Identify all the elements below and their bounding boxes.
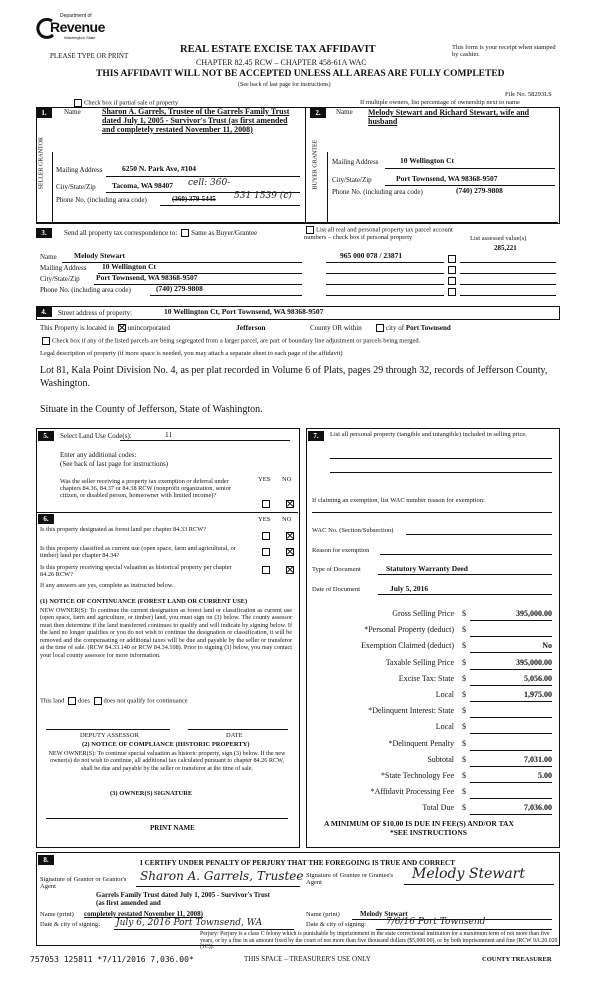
assessed-value[interactable]: 285,221	[494, 244, 517, 252]
q-exempt-yes-label: YES	[258, 476, 271, 483]
certify-statement: I CERTIFY UNDER PENALTY OF PERJURY THAT THE FOREGOING IS TRUE AND CORRECT	[140, 859, 455, 867]
buyer-phone[interactable]: (740) 279-9808	[456, 186, 503, 195]
does-label: does	[78, 697, 90, 705]
tax-row-label: *State Technology Fee	[380, 771, 454, 780]
current-use-question: Is this property classified as current use (open space, farm and agricultural, or timber) land per chapter 84.34?	[40, 545, 236, 560]
grantor-trust: Garrels Family Trust dated July 1, 2005 - Survivor's Trust (as first amended and	[96, 891, 270, 908]
doc-type[interactable]: Statutory Warranty Deed	[386, 564, 468, 573]
notice-continuance-title: (1) NOTICE OF CONTINUANCE (FOREST LAND OR CURRENT USE)	[40, 598, 248, 605]
section-5-number: 5.	[38, 431, 54, 441]
tax-city-label: City/State/Zip	[40, 275, 80, 283]
seller-city[interactable]: Tacoma, WA 98407	[112, 181, 174, 190]
tax-row-currency: $	[462, 771, 466, 780]
deputy-assessor-label: DEPUTY ASSESSOR	[80, 732, 139, 739]
buyer-phone-label: Phone No. (including area code)	[332, 188, 423, 196]
tax-row-currency: $	[462, 787, 466, 797]
county-or-label: County OR within	[310, 324, 362, 332]
street-label: Street address of property:	[58, 309, 133, 317]
tax-row-rule	[470, 750, 552, 751]
additional-see-back: (See back of last page for instructions)	[60, 460, 169, 468]
buyer-name-label: Name	[336, 108, 353, 116]
tax-row-rule	[470, 798, 552, 799]
section-3-number: 3.	[36, 228, 52, 238]
doc-type-label: Type of Document	[312, 566, 361, 573]
qualify-line	[40, 697, 188, 705]
list-all-checkbox[interactable]	[306, 226, 314, 234]
tax-row-currency: $	[462, 803, 466, 813]
seller-phone-new: 531 1539 (c)	[234, 191, 292, 201]
tax-row-currency: $	[462, 657, 466, 667]
seller-side-label: SELLER GRANTOR	[38, 137, 45, 190]
current-use-no-checkbox[interactable]	[286, 548, 294, 556]
grantee-date[interactable]: 7/6/16 Port Townsend	[386, 917, 486, 927]
personal-property-checkbox-1[interactable]	[448, 255, 456, 263]
tax-row-value[interactable]: 5.00	[538, 771, 552, 780]
forest-yes-checkbox[interactable]	[262, 532, 270, 540]
tax-row-currency: $	[462, 609, 466, 618]
tax-phone-label: Phone No. (including area code)	[40, 286, 131, 294]
buyer-name[interactable]: Melody Stewart and Richard Stewart, wife and husband	[368, 108, 530, 127]
tax-row-value[interactable]: No	[542, 641, 552, 651]
tax-row-rule	[470, 782, 552, 783]
tax-row-rule	[470, 652, 552, 653]
tax-row-label: Local	[435, 690, 454, 699]
seller-phone-label: Phone No. (including area code)	[56, 196, 147, 204]
doc-date[interactable]: July 5, 2016	[390, 584, 429, 593]
historic-question: Is this property receiving special valuation as historical property per chapter 84.26 RCW?	[40, 564, 232, 579]
section-1-number: 1.	[36, 108, 52, 118]
print-name-label: PRINT NAME	[150, 824, 195, 832]
send-correspondence	[64, 229, 257, 237]
tax-mail-label: Mailing Address	[40, 264, 87, 272]
personal-property-checkbox-3[interactable]	[448, 277, 456, 285]
list-parcels-label	[304, 226, 464, 241]
exemption-reason-label: If claiming an exemption, list WAC number reason for exemption:	[312, 497, 485, 504]
unincorporated-checkbox[interactable]	[118, 324, 126, 332]
tax-row-rule	[470, 669, 552, 670]
grantor-name[interactable]: completely restated November 11, 2008)	[84, 910, 203, 918]
warning: THIS AFFIDAVIT WILL NOT BE ACCEPTED UNLESS ALL AREAS ARE FULLY COMPLETED	[96, 69, 505, 79]
reason-label: Reason for exemption	[312, 547, 370, 554]
tax-row-label: Excise Tax: State	[398, 673, 454, 683]
tax-row-value[interactable]: 5,056.00	[524, 673, 552, 683]
sec6-no-label: NO	[282, 516, 292, 523]
tax-row-label: Local	[435, 722, 454, 732]
city-of-checkbox[interactable]	[376, 324, 384, 332]
grantor-sig-label: Signature of Grantor or Grantor's Agent	[40, 876, 127, 891]
section-6-number: 6.	[38, 514, 54, 524]
multiple-owners: If multiple owners, list percentage of ownership next to name	[360, 99, 520, 106]
grantor-date[interactable]: July 6, 2016 Port Townsend, WA	[116, 918, 263, 928]
owner-signature-label: (3) OWNER(S) SIGNATURE	[110, 790, 193, 797]
same-as-buyer-label: Same as Buyer/Grantee	[191, 229, 258, 237]
tax-row-label: Total Due	[422, 803, 454, 813]
partial-sale[interactable]	[72, 99, 178, 107]
wac-label: WAC No. (Section/Subsection)	[312, 527, 394, 534]
additional-codes-label: Enter any additional codes:	[60, 451, 137, 459]
tax-row-value[interactable]: 1,975.00	[524, 690, 552, 699]
buyer-city-label: City/State/Zip	[332, 176, 372, 184]
forest-no-checkbox[interactable]	[286, 532, 294, 540]
revenue-logo	[36, 14, 106, 44]
exempt-yes-checkbox[interactable]	[262, 500, 270, 508]
tax-row-currency: $	[462, 641, 466, 651]
does-not-checkbox[interactable]	[94, 697, 102, 705]
tax-row-currency: $	[462, 625, 466, 635]
located-line	[40, 324, 170, 332]
city-of-label: city of	[386, 324, 405, 332]
section-7-number: 7.	[308, 431, 324, 441]
section-2-number: 2.	[310, 108, 326, 118]
right-column-box	[306, 428, 560, 848]
tax-row-rule	[470, 814, 552, 815]
tax-row-value[interactable]: 7,031.00	[524, 754, 552, 764]
logo-top: Department of	[60, 13, 92, 19]
seller-city-label: City/State/Zip	[56, 183, 96, 191]
does-not-label: does not qualify for continuance	[103, 697, 188, 705]
tax-row-label: Exemption Claimed (deduct)	[361, 641, 454, 651]
sec6-yes-label: YES	[258, 516, 271, 523]
grantee-name-label: Name (print)	[306, 911, 340, 918]
county[interactable]: Jefferson	[236, 323, 266, 332]
seller-mail[interactable]: 6250 N. Park Ave, #104	[122, 164, 197, 173]
county-treasurer: COUNTY TREASURER	[482, 956, 552, 963]
tax-row-currency: $	[462, 690, 466, 699]
section-8-number: 8.	[38, 855, 54, 865]
tax-row-label: *Delinquent Penalty	[388, 738, 454, 748]
current-use-yes-checkbox[interactable]	[262, 548, 270, 556]
seller-name[interactable]: Sharon A. Garrels, Trustee of the Garrels Family Trust dated July 1, 2005 - Survivor's Trust (as first amended and completely restated November 11, 2008)	[102, 107, 290, 134]
grantor-signature[interactable]: Sharon A. Garrels, Trustee	[140, 869, 304, 883]
if-any-yes: If any answers are yes, complete as instructed below.	[40, 582, 174, 589]
partial-sale-label: Check box if partial sale of property	[84, 99, 179, 107]
tax-city[interactable]: Port Townsend, WA 98368-9507	[96, 273, 198, 282]
list-personal-label: List all personal property (tangible and intangible) included in selling price.	[330, 431, 527, 438]
tax-row-label: *Delinquent Interest: State	[368, 706, 454, 716]
tax-row-label: *Personal Property (deduct)	[364, 625, 454, 635]
assessed-label: List assessed value(s)	[470, 235, 527, 242]
tax-row-rule	[470, 717, 552, 718]
seller-cell: cell: 360-	[188, 178, 231, 188]
legal-label: Legal description of property (if more space is needed, you may attach a separate sheet to each page of the affidavit)	[40, 350, 343, 357]
tax-row-currency: $	[462, 673, 466, 683]
tax-row-currency: $	[462, 706, 466, 716]
parcel-number[interactable]: 965 000 078 / 23871	[340, 251, 403, 260]
receipt-note: This form is your receipt when stamped by cashier.	[452, 44, 556, 59]
seller-mail-label: Mailing Address	[56, 166, 103, 174]
logo-sub: Washington State	[64, 35, 96, 40]
tax-row-rule	[470, 620, 552, 621]
tax-row-label: Taxable Selling Price	[385, 657, 454, 667]
exemption-question: Was the seller receiving a property tax exemption or deferral under chapters 84.36, 84.37 or 84.38 RCW (nonprofit organization, senior citizen, or disabled person, homeowner with limited income)?	[60, 478, 231, 500]
legal-situate[interactable]: Situate in the County of Jefferson, State of Washington.	[40, 404, 263, 415]
tax-mail[interactable]: 10 Wellington Ct	[102, 262, 157, 271]
tax-row-rule	[470, 636, 552, 637]
grantor-date-label: Date & city of signing:	[40, 921, 100, 928]
logo-name: Revenue	[50, 19, 105, 35]
tax-row-label: Subtotal	[427, 754, 454, 764]
grantee-date-label: Date & city of signing:	[306, 921, 366, 928]
grantee-sig-label: Signature of Grantee or Grantee's Agent	[306, 872, 394, 887]
treasurer-use-only: THIS SPACE – TREASURER'S USE ONLY	[244, 955, 371, 963]
tax-row-label: Gross Selling Price	[392, 609, 454, 618]
notice-compliance-body: NEW OWNER(S): To continue special valuation as historic property, sign (3) below. If the new owner(s) do not wish to continue, all additional tax calculated pursuant to chapter 84.26 RCW, shall be due and payable by the seller or transferor at the time of sale.	[48, 750, 286, 772]
buyer-mail[interactable]: 10 Wellington Ct	[400, 156, 455, 165]
seller-name-label: Name	[64, 108, 81, 116]
seller-phone-old: (360) 379-5445	[172, 195, 216, 203]
minimum-due: A MINIMUM OF $10.00 IS DUE IN FEE(S) AND/OR TAX	[324, 819, 514, 828]
section-4-number: 4.	[36, 307, 52, 317]
form-title: REAL ESTATE EXCISE TAX AFFIDAVIT	[180, 44, 376, 55]
segregated-checkbox[interactable]	[42, 337, 50, 345]
this-land-label: This land	[40, 697, 65, 705]
tax-row-label: *Affidavit Processing Fee	[370, 787, 454, 797]
grantor-name-label: Name (print)	[40, 911, 74, 918]
tax-name[interactable]: Melody Stewart	[74, 251, 126, 260]
doc-date-label: Date of Document	[312, 586, 361, 593]
tax-row-currency: $	[462, 738, 466, 748]
tax-row-currency: $	[462, 722, 466, 732]
segregated-line	[40, 337, 420, 345]
send-label: Send all property tax correspondence to:	[64, 229, 178, 237]
notice-continuance-body: NEW OWNER(S): To continue the current designation as forest land or classification as current use (open space, farm and agriculture, or timber) land, you must sign on (3) below. The county assessor must then determine if the land transferred continues to qualify and will indicate by signing below. If the land no longer qualifies or you do not wish to continue the designation or classification, it will be removed and the compensating or additional taxes will be due and payable by the seller or transferor at the time of sale. (RCW 84.33.140 or RCW 84.34.108). Prior to signing (3) below, you may contact your local county assessor for more information.	[40, 607, 292, 659]
tax-row-currency: $	[462, 754, 466, 764]
does-checkbox[interactable]	[68, 697, 76, 705]
tax-row-rule	[470, 766, 552, 767]
perjury-notice: Perjury: Perjury is a class C felony which is punishable by imprisonment in the state correctional institution for a maximum term of not more than five years, or by a fine in an amount fixed by the court of not more than five thousand dollars ($5,000.00), or by both imprisonment and fine (RCW 9A.20.020 (1C)).	[200, 931, 558, 951]
historic-no-checkbox[interactable]	[286, 566, 294, 574]
list-all-text: List all real and personal property tax parcel account numbers – check box if personal property	[304, 226, 453, 241]
land-use-code[interactable]: 11	[165, 430, 173, 439]
partial-sale-checkbox[interactable]	[74, 99, 82, 107]
notice-compliance-title: (2) NOTICE OF COMPLIANCE (HISTORIC PROPERTY)	[82, 741, 250, 748]
street-address[interactable]: 10 Wellington Ct, Port Townsend, WA 98368-9507	[164, 307, 324, 316]
assessor-date-label: DATE	[226, 732, 243, 739]
see-back: (See back of last page for instructions)	[238, 82, 331, 88]
grantee-name[interactable]: Melody Stewart	[360, 910, 408, 918]
treasurer-stamp: 757053 125811 *7/11/2016 7,036.00*	[30, 955, 194, 964]
buyer-mail-label: Mailing Address	[332, 158, 379, 166]
tax-row-value[interactable]: 395,000.00	[516, 657, 552, 667]
please-type: PLEASE TYPE OR PRINT	[50, 52, 129, 60]
tax-row-value[interactable]: 395,000.00	[516, 609, 552, 618]
city-name[interactable]: Port Townsend	[405, 324, 451, 332]
personal-property-checkbox-4[interactable]	[448, 288, 456, 296]
see-instructions: *SEE INSTRUCTIONS	[390, 828, 467, 837]
tax-row-value[interactable]: 7,036.00	[524, 803, 552, 813]
buyer-city[interactable]: Port Townsend, WA 98368-9507	[396, 174, 498, 183]
tax-phone[interactable]: (740) 279-9808	[156, 284, 203, 293]
grantee-signature[interactable]: Melody Stewart	[412, 866, 525, 882]
file-number: File No. 58293LS	[505, 91, 552, 98]
legal-description[interactable]: Lot 81, Kala Point Division No. 4, as per plat recorded in Volume 6 of Plats, pages 29 through 32, records of Jefferson County, Washington.	[40, 365, 548, 389]
buyer-side-label: BUYER GRANTEE	[312, 139, 319, 190]
exempt-no-checkbox[interactable]	[286, 500, 294, 508]
q-exempt-no-label: NO	[282, 476, 292, 483]
personal-property-checkbox-2[interactable]	[448, 266, 456, 274]
tax-row-rule	[470, 685, 552, 686]
unincorporated-label: unincorporated	[127, 324, 171, 332]
land-use-label: Select Land Use Code(s):	[60, 432, 132, 440]
located-label: This Property is located in	[40, 324, 114, 332]
forest-question: Is this property designated as forest land per chapter 84.33 RCW?	[40, 526, 206, 533]
tax-row-rule	[470, 733, 552, 734]
tax-name-label: Name	[40, 253, 57, 261]
same-as-buyer-checkbox[interactable]	[181, 229, 189, 237]
tax-row-rule	[470, 701, 552, 702]
chapter: CHAPTER 82.45 RCW – CHAPTER 458-61A WAC	[196, 58, 367, 67]
historic-yes-checkbox[interactable]	[262, 566, 270, 574]
segregated-label: Check box if any of the listed parcels are being segregated from a larger parcel, are part of boundary line adjustment or parcels being merged.	[52, 337, 421, 345]
